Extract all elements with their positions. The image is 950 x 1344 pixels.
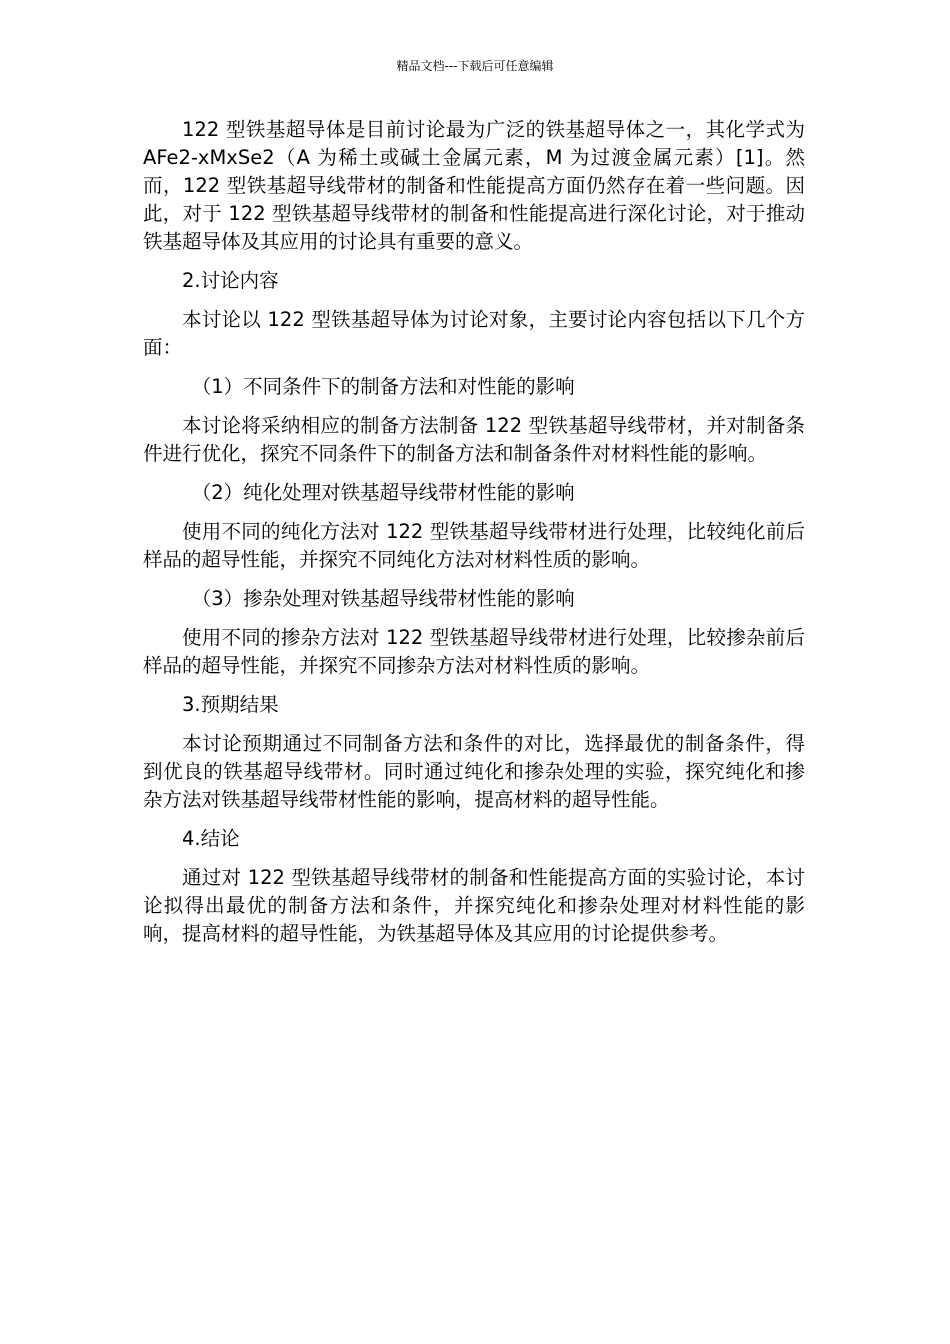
item-2-paragraph: 使用不同的纯化方法对 122 型铁基超导线带材进行处理，比较纯化前后样品的超导性能，并探究不同纯化方法对材料性质的影响。 <box>143 520 805 571</box>
page-header: 精品文档---下载后可任意编辑 <box>396 59 554 73</box>
item-1-paragraph: 本讨论将采纳相应的制备方法制备 122 型铁基超导线带材，并对制备条件进行优化，探究不同条件下的制备方法和制备条件对材料性能的影响。 <box>143 414 805 465</box>
section-4-title: 4.结论 <box>182 827 240 850</box>
item-2-title: （2）纯化处理对铁基超导线带材性能的影响 <box>191 481 575 504</box>
section-4-paragraph: 通过对 122 型铁基超导线带材的制备和性能提高方面的实验讨论，本讨论拟得出最优的制备方法和条件，并探究纯化和掺杂处理对材料性能的影响，提高材料的超导性能，为铁基超导体及其应用的讨论提供参考。 <box>143 866 805 945</box>
item-1-title: （1）不同条件下的制备方法和对性能的影响 <box>191 375 575 398</box>
section-3-title: 3.预期结果 <box>182 693 279 716</box>
section-2-intro: 本讨论以 122 型铁基超导体为讨论对象，主要讨论内容包括以下几个方面： <box>143 308 805 359</box>
item-3-title: （3）掺杂处理对铁基超导线带材性能的影响 <box>191 587 575 610</box>
section-2-title: 2.讨论内容 <box>182 269 279 292</box>
section-3-paragraph: 本讨论预期通过不同制备方法和条件的对比，选择最优的制备条件，得到优良的铁基超导线带材。同时通过纯化和掺杂处理的实验，探究纯化和掺杂方法对铁基超导线带材性能的影响，提高材料的超导性能。 <box>143 732 805 811</box>
document-body <box>143 116 805 959</box>
intro-paragraph: 122 型铁基超导体是目前讨论最为广泛的铁基超导体之一，其化学式为 AFe2-xMxSe2（A 为稀土或碱土金属元素，M 为过渡金属元素）[1]。然而，122 型铁基超导线带材的制备和性能提高方面仍然存在着一些问题。因此，对于 122 型铁基超导线带材的制备和性能提高进行深化讨论，对于推动铁基超导体及其应用的讨论具有重要的意义。 <box>143 118 805 253</box>
item-3-paragraph: 使用不同的掺杂方法对 122 型铁基超导线带材进行处理，比较掺杂前后样品的超导性能，并探究不同掺杂方法对材料性质的影响。 <box>143 626 805 677</box>
